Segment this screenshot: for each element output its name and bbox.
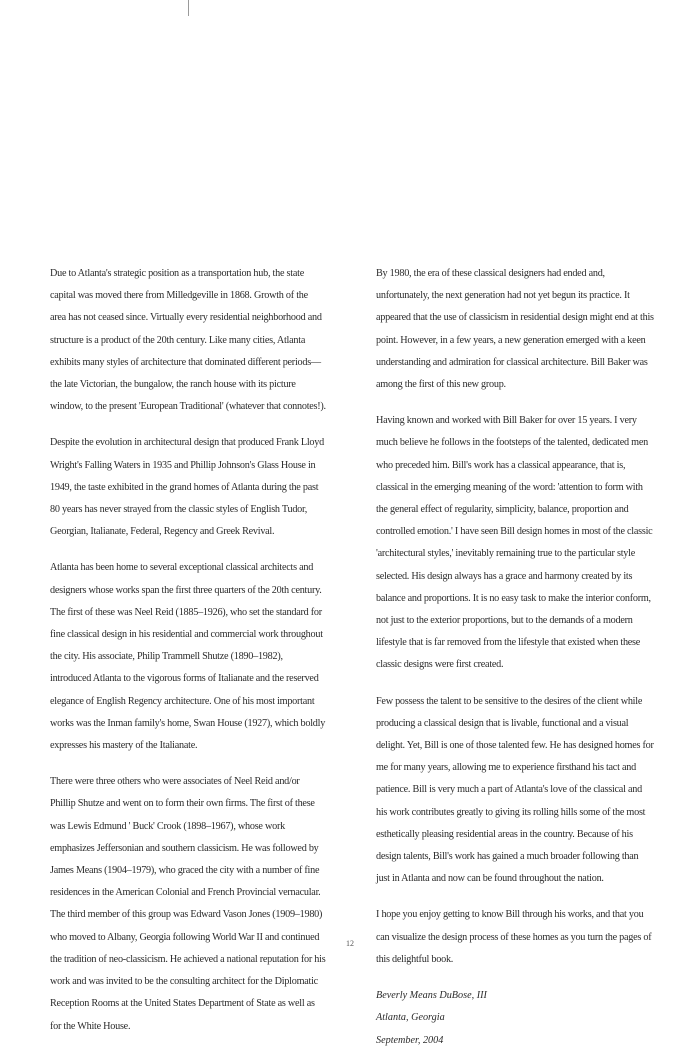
signature-name: Beverly Means DuBose, III xyxy=(376,990,487,1002)
right-column xyxy=(376,263,654,1052)
page-number: 12 xyxy=(346,939,354,948)
signature-block xyxy=(376,985,654,1052)
body-columns xyxy=(50,263,654,1052)
signature-date: September, 2004 xyxy=(376,1034,444,1046)
paragraph: There were three others who were associates of Neel Reid and/or Phillip Shutze and went on to form their own firms. The first of these was Lewis Edmund ' Buck' Crook (1898–1967), whose work emphasizes Jeffersonian and southern classicism. He was followed by James Means (1904–1979), who graced the city with a number of fine residences in the American Colonial and French Provincial vernacular. The third member of this group was Edward Vason Jones (1909–1980) who moved to Albany, Georgia following World War II and continued the tradition of neo-classicism. He achieved a national reputation for his work and was invited to be the consulting architect for the Diplomatic Reception Rooms at the United States Department of State as well as for the White House. xyxy=(50,776,326,1032)
page-edge-mark xyxy=(188,0,189,16)
paragraph: By 1980, the era of these classical designers had ended and, unfortunately, the next generation had not yet begun its practice. It appeared that the use of classicism in residential design might end at this point. However, in a few years, a new generation emerged with a keen understanding and admiration for classical architecture. Bill Baker was among the first of this new group. xyxy=(376,268,654,391)
paragraph: Atlanta has been home to several exceptional classical architects and designers whose works span the first three quarters of the 20th century. The first of these was Neel Reid (1885–1926), who set the standard for fine classical design in his residential and commercial work throughout the city. His associate, Philip Trammell Shutze (1890–1982), introduced Atlanta to the vigorous forms of Italianate and the reserved elegance of English Regency architecture. One of his most important works was the Inman family's home, Swan House (1927), which boldly expresses his mastery of the Italianate. xyxy=(50,562,326,752)
paragraph: Few possess the talent to be sensitive to the desires of the client while producing a classical design that is livable, functional and a visual delight. Yet, Bill is one of those talented few. He has designed homes for me for many years, allowing me to experience firsthand his tact and patience. Bill is very much a part of Atlanta's love of the classical and his work contributes greatly to giving its rolling hills some of the most esthetically pleasing residential areas in the country. Because of his design talents, Bill's work has gained a much broader following than just in Atlanta and now can be found throughout the nation. xyxy=(376,695,654,885)
signature-location: Atlanta, Georgia xyxy=(376,1012,445,1024)
paragraph: Having known and worked with Bill Baker for over 15 years. I very much believe he follows in the footsteps of the talented, dedicated men who preceded him. Bill's work has a classical appearance, that is, classical in the emerging meaning of the word: 'attention to form with the general effect of regularity, simplicity, balance, proportion and controlled emotion.' I have seen Bill design homes in most of the classic 'architectural styles,' inevitably remaining true to the particular style selected. His design always has a grace and harmony created by its balance and proportions. It is no easy task to make the interior conform, not just to the exterior proportions, but to the demands of a modern lifestyle that is far removed from the lifestyle that existed when these classic designs were first created. xyxy=(376,415,653,671)
paragraph: Due to Atlanta's strategic position as a transportation hub, the state capital was moved there from Milledgeville in 1868. Growth of the area has not ceased since. Virtually every residential neighborhood and structure is a product of the 20th century. Like many cities, Atlanta exhibits many styles of architecture that dominated different periods—the late Victorian, the bungalow, the ranch house with its picture window, to the present 'European Traditional' (whatever that connotes!). xyxy=(50,268,326,413)
paragraph: Despite the evolution in architectural design that produced Frank Lloyd Wright's Falling Waters in 1935 and Phillip Johnson's Glass House in 1949, the taste exhibited in the grand homes of Atlanta during the past 80 years has never strayed from the classic styles of English Tudor, Georgian, Italianate, Federal, Regency and Greek Revival. xyxy=(50,437,324,538)
paragraph: I hope you enjoy getting to know Bill through his works, and that you can visualize the design process of these homes as you turn the pages of this delightful book. xyxy=(376,909,652,965)
left-column xyxy=(50,263,326,1052)
